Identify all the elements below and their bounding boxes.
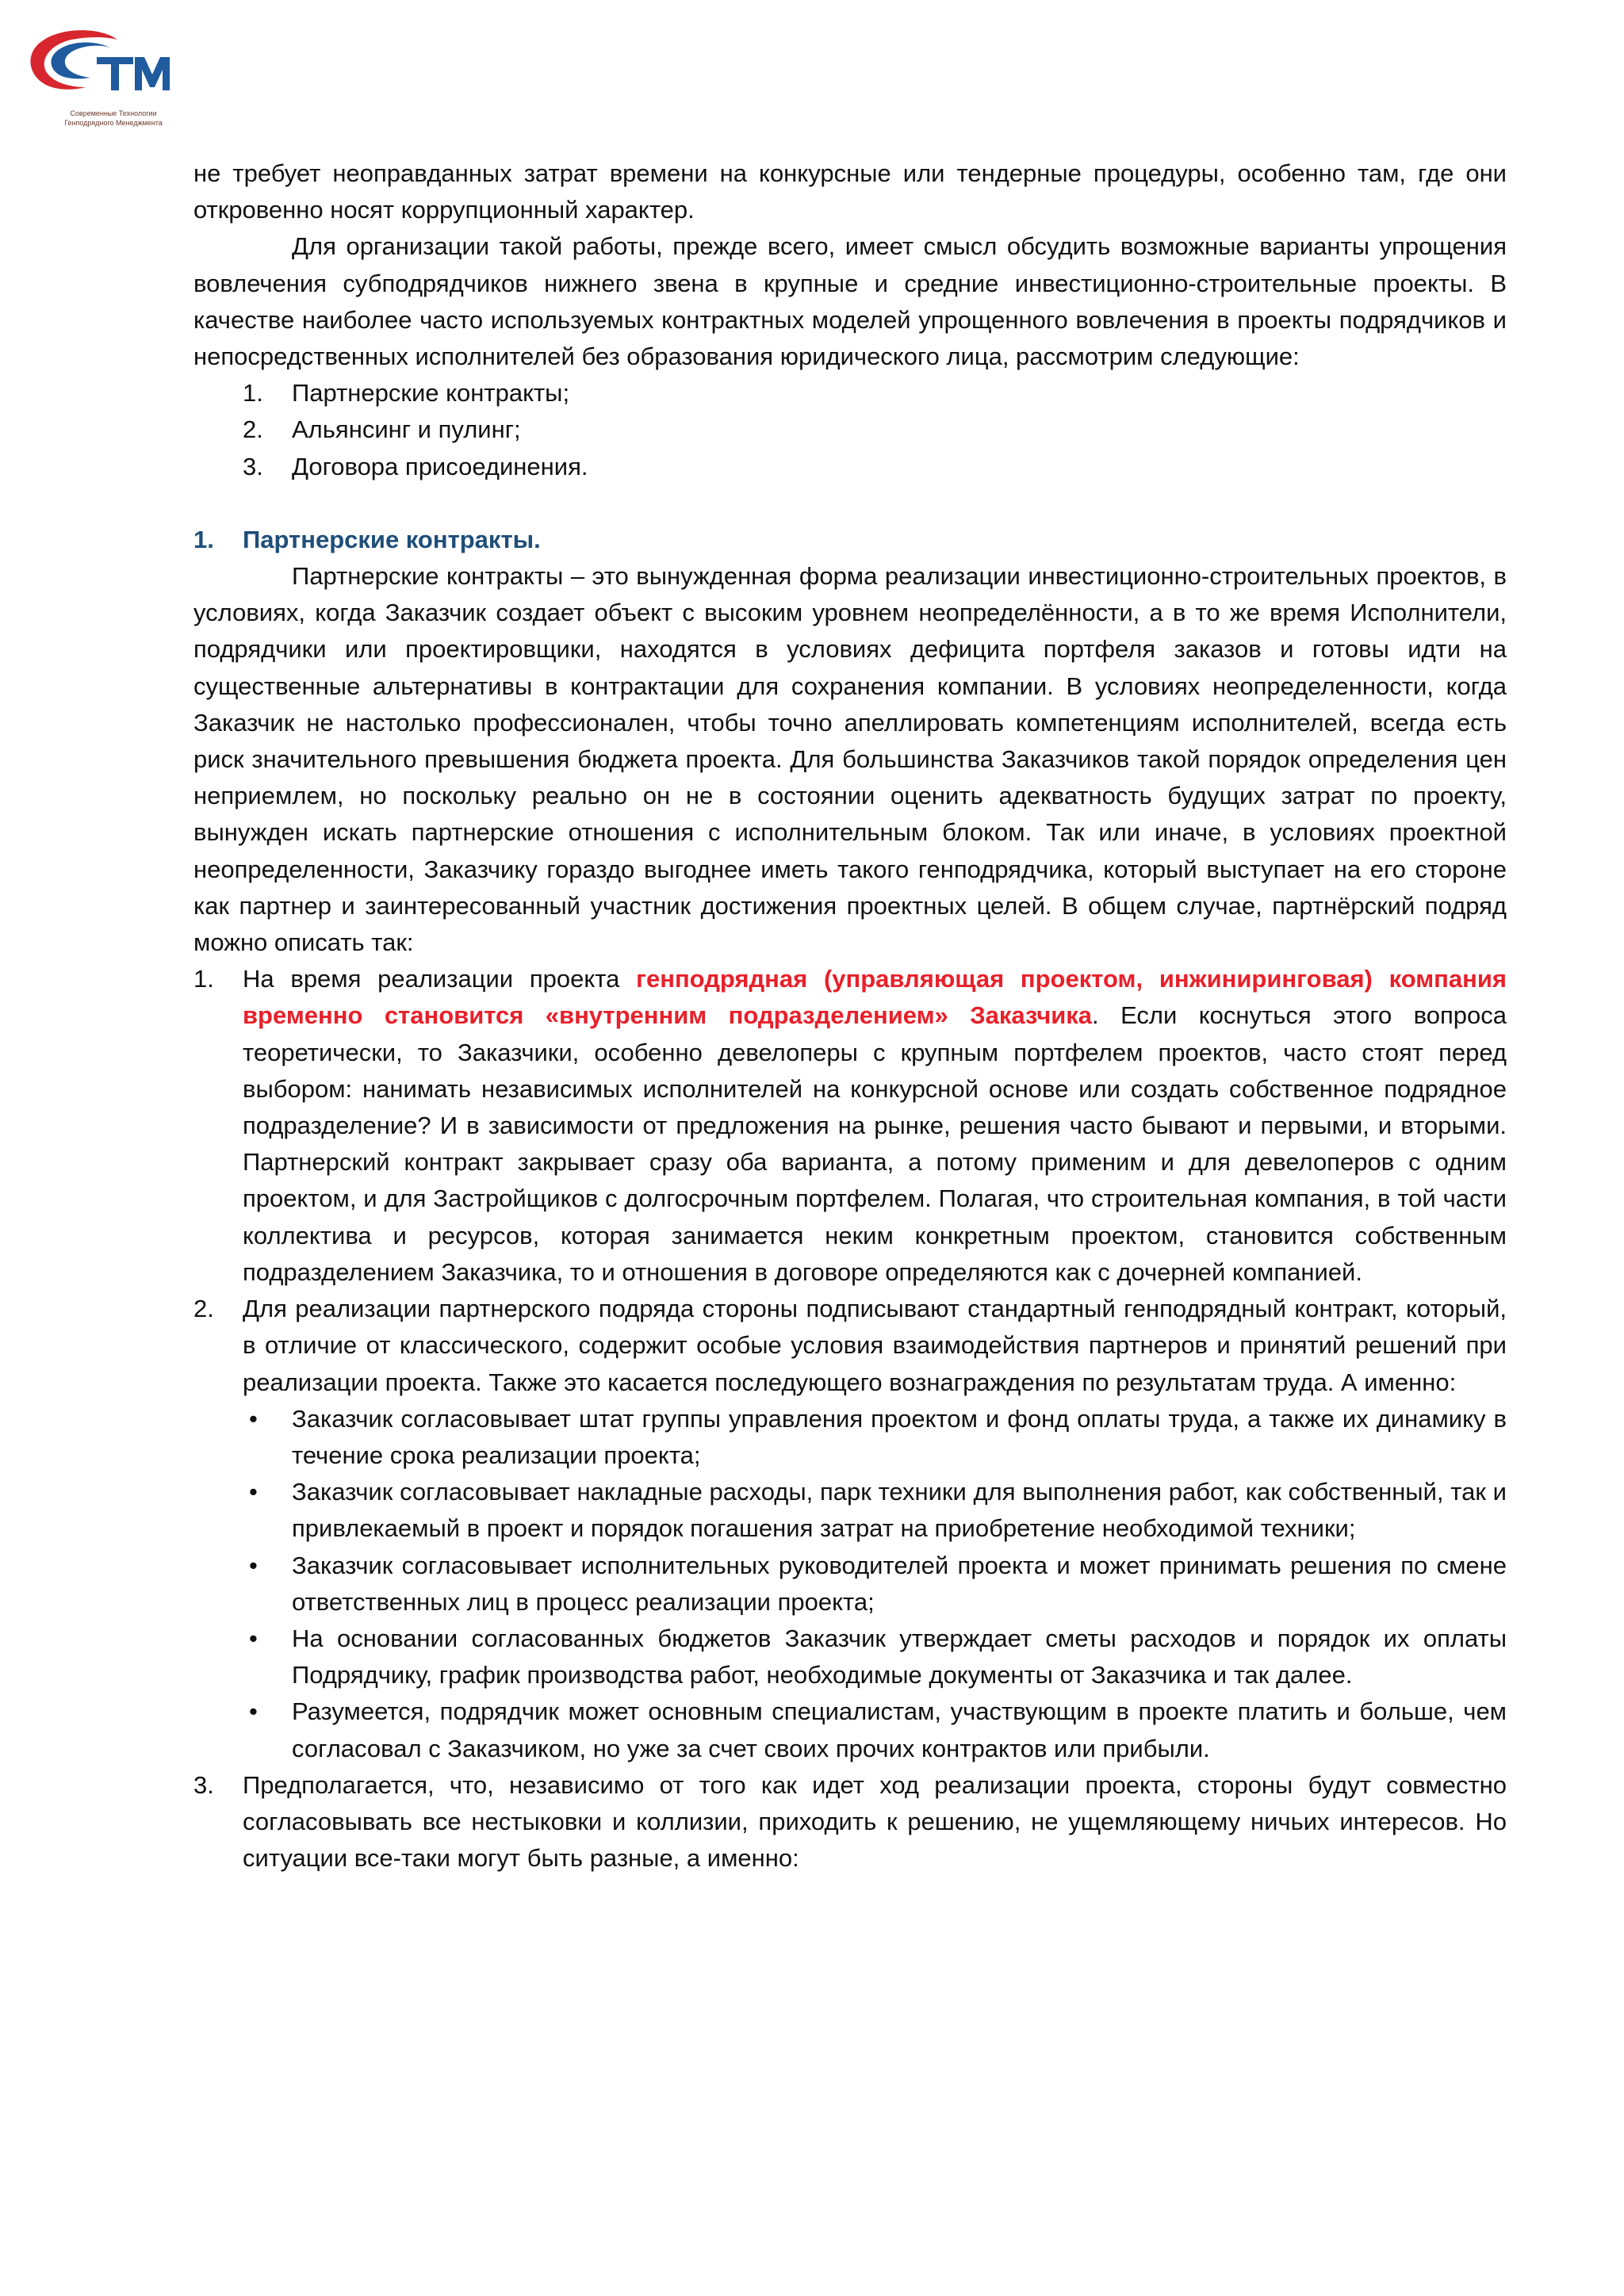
bullet-text: Заказчик согласовывает исполнительных руководителей проекта и может принимать решения по смене ответственных лиц в процесс реализации проекта; [292, 1551, 1507, 1616]
bullet-text: Разумеется, подрядчик может основным специалистам, участвующим в проекте платить и больше, чем согласовал с Заказчиком, но уже за счет своих прочих контрактов или прибыли. [292, 1697, 1507, 1762]
bullet-text: На основании согласованных бюджетов Заказчик утверждает сметы расходов и порядок их оплаты Подрядчику, график производства работ, необходимые документы от Заказчика и так далее. [292, 1624, 1507, 1689]
bullet-item [243, 1401, 1507, 1474]
highlighted-text: генподрядная (управляющая проектом, инжиниринговая) компания временно становится «внутренним подразделением» Заказчика [243, 965, 1507, 1030]
bullet-list [243, 1401, 1507, 1767]
list-item [193, 375, 1507, 411]
list-item-text: Предполагается, что, независимо от того как идет ход реализации проекта, стороны будут совместно согласовывать все нестыковки и коллизии, приходить к решению, не ущемляющему ничьих интересов. Но ситуации все-таки могут быть разные, а именно: [243, 1770, 1507, 1873]
list-item-number: 3. [193, 1770, 214, 1799]
bullet-text: Заказчик согласовывает штат группы управления проектом и фонд оплаты труда, а также их динамику в течение срока реализации проекта; [292, 1404, 1507, 1469]
bullet-item [243, 1548, 1507, 1621]
logo-mark-icon [24, 22, 190, 109]
list-item-number: 2. [193, 1295, 214, 1323]
list-item-number: 1. [193, 965, 214, 993]
list-item-text: Партнерские контракты; [292, 379, 570, 408]
bullet-text: Заказчик согласовывает накладные расходы, парк техники для выполнения работ, как собственный, так и привлекаемый в проект и порядок погашения затрат на приобретение необходимой техники; [292, 1478, 1507, 1543]
section-title: Партнерские контракты. [243, 525, 541, 553]
list-item-number: 1. [243, 379, 263, 408]
contract-models-list [193, 375, 1507, 485]
list-item-text: Альянсинг и пулинг; [292, 415, 521, 444]
list-item-number: 3. [243, 452, 263, 480]
section-paragraph: Партнерские контракты – это вынужденная форма реализации инвестиционно-строительных проектов, в условиях, когда Заказчик создает объект с высоким уровнем неопределённости, а в то же время Исполнители, подрядчики или проектировщики, находятся в условиях дефицита портфеля заказов и готовы идти на существенные альтернативы в контрактации для сохранения компании. В условиях неопределенности, когда Заказчик не настолько профессионален, чтобы точно апеллировать компетенциям исполнителей, всегда есть риск значительного превышения бюджета проекта. Для большинства Заказчиков такой порядок определения цен неприемлем, но поскольку реально он не в состоянии оценить адекватность будущих затрат по проекту, вынужден искать партнерские отношения с исполнительным блоком. Так или иначе, в условиях проектной неопределенности, Заказчику гораздо выгоднее иметь такого генподрядчика, который выступает на его стороне как партнер и заинтересованный участник достижения проектных целей. В общем случае, партнёрский подряд можно описать так: [193, 562, 1507, 957]
document-body [193, 155, 1507, 1877]
section-heading [193, 522, 1507, 558]
list-item [193, 1767, 1507, 1877]
list-item-number: 2. [243, 415, 263, 444]
list-item [193, 961, 1507, 1291]
bullet-item [243, 1693, 1507, 1766]
partnership-features-list [193, 961, 1507, 1877]
bullet-item [243, 1474, 1507, 1547]
list-item [193, 1291, 1507, 1767]
item-text-end: . Если коснуться этого вопроса теоретически, то Заказчики, особенно девелоперы с крупным портфелем проектов, часто стоят перед выбором: нанимать независимых исполнителей на конкурсной основе или создать собственное подрядное подразделение? И в зависимости от предложения на рынке, решения часто бывают и первыми, и вторыми. Партнерский контракт закрывает сразу оба варианта, а потому применим и для девелоперов с одним проектом, и для Застройщиков с долгосрочным портфелем. Полагая, что строительная компания, в той части коллектива и ресурсов, которая занимается неким конкретным проектом, становится собственным подразделением Заказчика, то и отношения в договоре определяются как с дочерней компанией. [243, 1001, 1507, 1286]
logo-caption-line1: Современные Технологии [70, 109, 157, 117]
bullet-item [243, 1621, 1507, 1693]
bullet-icon: • [249, 1478, 258, 1506]
list-item-text [243, 961, 1507, 1291]
logo-text: СТМ [63, 71, 66, 72]
bullet-icon: • [249, 1697, 258, 1726]
intro-paragraph: Для организации такой работы, прежде всего, имеет смысл обсудить возможные варианты упрощения вовлечения субподрядчиков нижнего звена в крупные и средние инвестиционно-строительные проекты. В качестве наиболее часто используемых контрактных моделей упрощенного вовлечения в проекты подрядчиков и непосредственных исполнителей без образования юридического лица, рассмотрим следующие: [193, 232, 1507, 371]
item-text-start: На время реализации проекта [243, 965, 637, 993]
intro-continuation: не требует неоправданных затрат времени на конкурсные или тендерные процедуры, особенно там, где они откровенно носят коррупционный характер. [193, 159, 1507, 224]
bullet-icon: • [249, 1624, 258, 1652]
list-item-text: Договора присоединения. [292, 452, 588, 480]
bullet-icon: • [249, 1404, 258, 1433]
list-item [193, 449, 1507, 485]
list-item-text: Для реализации партнерского подряда стороны подписывают стандартный генподрядный контракт, который, в отличие от классического, содержит особые условия взаимодействия партнеров и принятий решений при реализации проекта. Также это касается последующего вознаграждения по результатам труда. А именно: [243, 1295, 1507, 1396]
section-number: 1. [193, 525, 214, 553]
logo-caption-line2: Генподрядного Менеджмента [64, 119, 163, 127]
company-logo [24, 22, 190, 141]
bullet-icon: • [249, 1551, 258, 1579]
list-item [193, 411, 1507, 448]
